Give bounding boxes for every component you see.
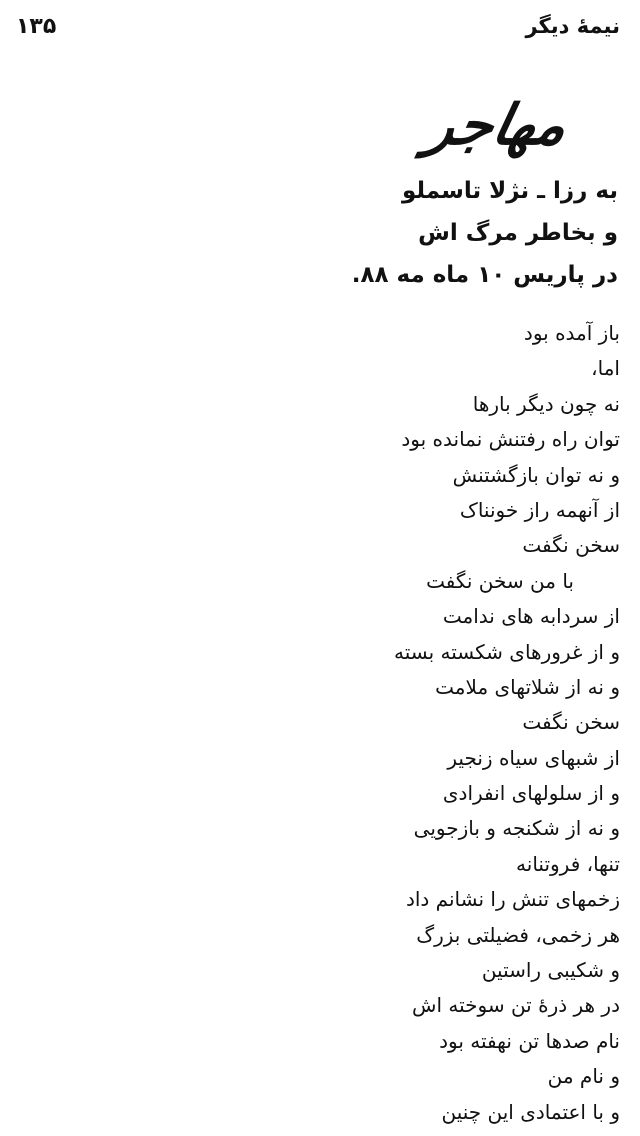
dedication	[18, 170, 618, 296]
dedication-line: در پاریس ۱۰ ماه مه ۸۸.	[351, 262, 618, 288]
verse-line: در هر ذرهٔ تن سوخته اش	[412, 993, 620, 1018]
poem-title: مهاجر	[420, 92, 574, 158]
verse-line: باز آمده بود	[523, 321, 620, 345]
poem-verse	[10, 316, 620, 1130]
verse-line: نام صدها تن نهفته بود	[439, 1028, 620, 1053]
verse-line: هر زخمی، فضیلتی بزرگ	[416, 922, 620, 947]
verse-line: و با اعتمادی این چنین	[441, 1099, 620, 1124]
verse-line: تنها، فروتنانه	[516, 851, 620, 876]
running-title: نیمهٔ دیگر	[525, 14, 620, 38]
verse-line: از آنهمه راز خونناک	[459, 497, 620, 522]
verse-line: و نه از شکنجه و بازجویی	[413, 816, 620, 841]
verse-line: و نام من	[547, 1064, 620, 1089]
verse-line: و نه توان بازگشتنش	[452, 462, 620, 487]
dedication-line: به رزا ـ نژلا تاسملو	[401, 178, 618, 204]
dedication-line: و بخاطر مرگ اش	[418, 220, 618, 246]
verse-line: زخمهای تنش را نشانم داد	[405, 887, 620, 912]
verse-line: و شکیبی راستین	[481, 958, 620, 983]
verse-line: نه چون دیگر بارها	[472, 391, 620, 416]
verse-line: و از غرورهای شکسته بسته	[394, 639, 620, 664]
page-number: ۱۳۵	[16, 14, 57, 39]
verse-line: از شبهای سیاه زنجیر	[447, 745, 620, 770]
verse-line: سخن نگفت	[522, 533, 620, 558]
verse-line: با من سخن نگفت	[426, 568, 574, 593]
verse-line: سخن نگفت	[522, 710, 620, 735]
verse-line: توان راه رفتنش نمانده بود	[401, 427, 620, 452]
verse-line: از سردابه های ندامت	[442, 604, 620, 629]
verse-line: و نه از شلاتهای ملامت	[435, 674, 620, 699]
verse-line: اما،	[591, 356, 620, 381]
verse-line: و از سلولهای انفرادی	[442, 781, 620, 806]
